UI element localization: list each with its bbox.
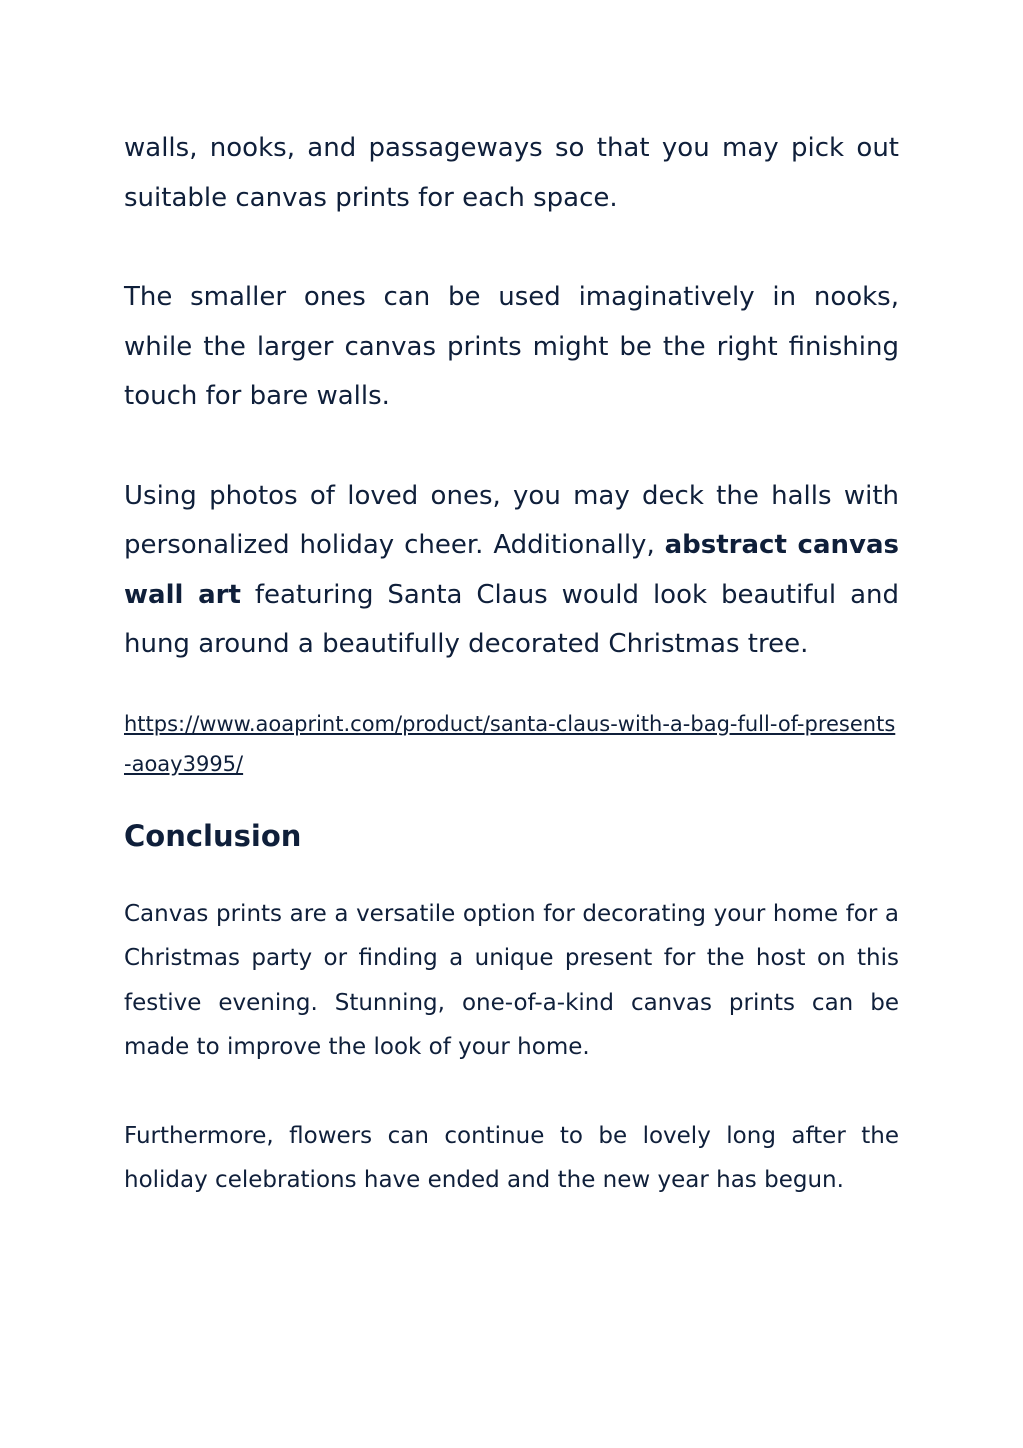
paragraph-walls-nooks: walls, nooks, and passageways so that you may pick out suitable canvas prints for each space. bbox=[124, 133, 899, 213]
document-page bbox=[124, 124, 899, 1203]
paragraph-text-end: featuring Santa Claus would look beautiful and hung around a beautifully decorated Christmas tree. bbox=[124, 579, 899, 659]
paragraph-text-start: Using photos of loved ones, you may deck the halls with personalized holiday cheer. Additionally, bbox=[124, 480, 899, 560]
product-link[interactable]: https://www.aoaprint.com/product/santa-claus-with-a-bag-full-of-presents-aoay3995/ bbox=[124, 711, 896, 776]
paragraph-photos-loved-ones bbox=[124, 472, 899, 670]
paragraph-canvas-prints-versatile: Canvas prints are a versatile option for decorating your home for a Christmas party or finding a unique present for the host on this festive evening. Stunning, one-of-a-kind canvas prints can be made to improve the look of your home. bbox=[124, 900, 899, 1060]
bold-keyword: abstract canvas wall art bbox=[124, 530, 899, 610]
paragraph-furthermore-flowers: Furthermore, flowers can continue to be lovely long after the holiday celebrations have ended and the new year has begun. bbox=[124, 1122, 899, 1193]
section-heading-conclusion: Conclusion bbox=[124, 818, 302, 853]
paragraph-smaller-ones: The smaller ones can be used imaginatively in nooks, while the larger canvas prints might be the right finishing touch for bare walls. bbox=[124, 282, 899, 411]
product-link-block bbox=[124, 704, 899, 784]
